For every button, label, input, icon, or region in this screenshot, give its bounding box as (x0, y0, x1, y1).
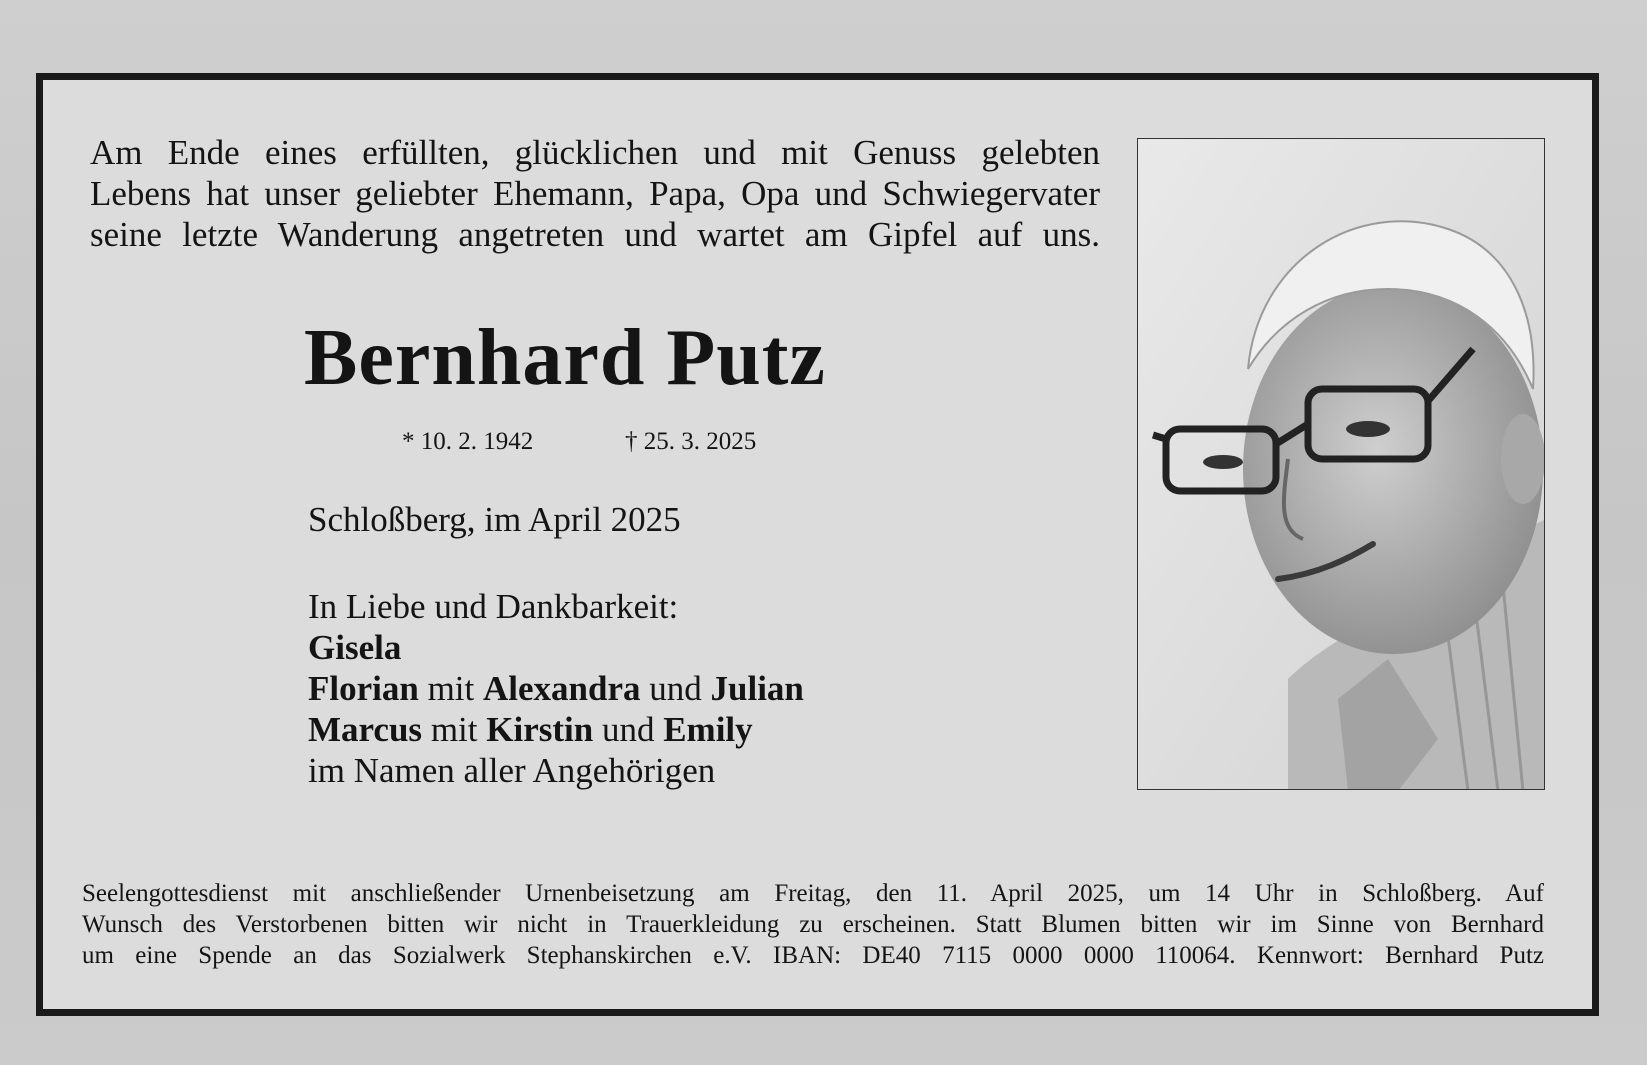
family-member: Florian (308, 669, 419, 708)
family-line (308, 627, 804, 668)
connector-text: und (593, 710, 664, 749)
family-member: Kirstin (486, 710, 594, 749)
family-member: Alexandra (483, 669, 641, 708)
intro-text (90, 132, 1100, 255)
family-member: Emily (663, 710, 753, 749)
family-member: Marcus (308, 710, 423, 749)
portrait-photo (1137, 138, 1545, 790)
family-line (308, 668, 804, 709)
family-member: Gisela (308, 628, 402, 667)
family-signatures (308, 586, 804, 791)
portrait-illustration (1138, 139, 1545, 790)
place-date: Schloßberg, im April 2025 (308, 500, 681, 539)
connector-text: mit (418, 669, 484, 708)
connector-text: mit (422, 710, 487, 749)
footer-line: Seelengottesdienst mit anschließender Urnenbeisetzung am Freitag, den 11. April 2025, um 14 Uhr in Schloßberg. Auf (82, 880, 1544, 907)
footer-line: Wunsch des Verstorbenen bitten wir nicht in Trauerkleidung zu erscheinen. Statt Blumen bitten wir im Sinne von Bernhard (82, 911, 1544, 938)
birth-date: * 10. 2. 1942 (402, 428, 534, 455)
family-line (308, 709, 804, 750)
funeral-details (82, 878, 1544, 971)
intro-line: Am Ende eines erfüllten, glücklichen und mit Genuss gelebten (90, 133, 1100, 172)
footer-line: um eine Spende an das Sozialwerk Stephanskirchen e.V. IBAN: DE40 7115 0000 0000 110064. Kennwort: Bernhard Putz (82, 942, 1544, 969)
deceased-name: Bernhard Putz (304, 314, 826, 402)
family-member: Julian (710, 669, 804, 708)
intro-line: Lebens hat unser geliebter Ehemann, Papa, Opa und Schwiegervater (90, 174, 1100, 213)
intro-line: seine letzte Wanderung angetreten und wartet am Gipfel auf uns. (90, 215, 1100, 254)
family-intro: In Liebe und Dankbarkeit: (308, 587, 679, 626)
connector-text: und (640, 669, 711, 708)
family-closing: im Namen aller Angehörigen (308, 751, 716, 790)
death-date: † 25. 3. 2025 (625, 428, 757, 455)
